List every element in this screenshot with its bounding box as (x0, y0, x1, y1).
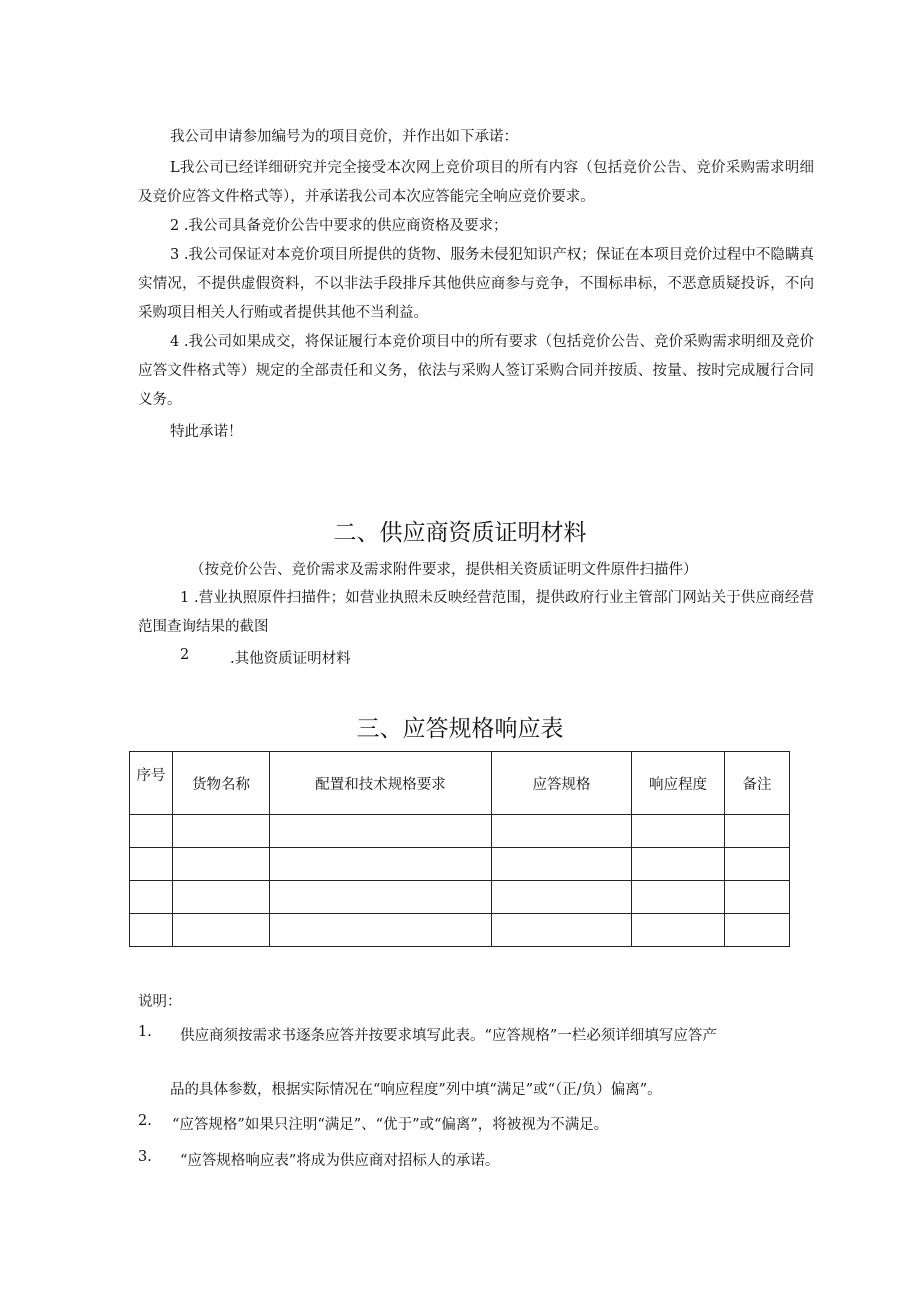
table-cell[interactable] (492, 914, 632, 947)
commitment-intro: 我公司申请参加编号为的项目竞价，并作出如下承诺： (170, 129, 518, 145)
note-3-number: 3. (138, 1149, 152, 1165)
table-cell[interactable] (130, 881, 173, 914)
commitment-item-3: 3 .我公司保证对本竞价项目所提供的货物、服务未侵犯知识产权；保证在本项目竞价过程中不隐瞒真实情况，不提供虚假资料，不以非法手段排斥其他供应商参与竞争，不围标串标，不恶意质疑投诉，不向采购项目相关人行贿或者提供其他不当利益。 (138, 247, 814, 321)
table-cell[interactable] (632, 848, 725, 881)
table-cell[interactable] (270, 881, 492, 914)
note-2-text: “应答规格”如果只注明“满足”、“优于”或“偏离”，将被视为不满足。 (172, 1117, 609, 1133)
table-cell[interactable] (492, 815, 632, 848)
header-goods-name: 货物名称 (173, 752, 270, 815)
header-response-spec: 应答规格 (492, 752, 632, 815)
note-1-continuation: 品的具体参数，根据实际情况在“响应程度”列中填“满足”或“（正/负）偏离”。 (170, 1082, 662, 1098)
header-requirements: 配置和技术规格要求 (270, 752, 492, 815)
table-cell[interactable] (130, 815, 173, 848)
table-cell[interactable] (492, 848, 632, 881)
table-cell[interactable] (632, 914, 725, 947)
table-row (130, 848, 790, 881)
table-cell[interactable] (173, 848, 270, 881)
table-cell[interactable] (270, 914, 492, 947)
table-cell[interactable] (270, 815, 492, 848)
section-3-title: 三、应答规格响应表 (356, 716, 564, 742)
qualification-item-2: .其他资质证明材料 (230, 651, 351, 667)
response-table (129, 751, 790, 947)
table-cell[interactable] (130, 914, 173, 947)
table-cell[interactable] (173, 815, 270, 848)
table-cell[interactable] (130, 848, 173, 881)
commitment-closing: 特此承诺！ (170, 424, 243, 440)
header-remarks: 备注 (725, 752, 790, 815)
notes-title: 说明： (138, 994, 182, 1010)
table-cell[interactable] (725, 914, 790, 947)
note-1-number: 1. (138, 1024, 152, 1040)
qualification-item-2-number: 2 (180, 647, 190, 663)
table-row (130, 914, 790, 947)
table-cell[interactable] (725, 848, 790, 881)
qualification-item-1: 1 .营业执照原件扫描件；如营业执照未反映经营范围，提供政府行业主管部门网站关于供应商经营范围查询结果的截图 (138, 590, 814, 635)
commitment-item-2: 2 .我公司具备竞价公告中要求的供应商资格及要求； (170, 218, 508, 234)
table-cell[interactable] (173, 881, 270, 914)
section-2-title: 二、供应商资质证明材料 (333, 520, 587, 546)
commitment-item-4: 4 .我公司如果成交，将保证履行本竞价项目中的所有要求（包括竞价公告、竞价采购需求明细及竞价应答文件格式等）规定的全部责任和义务，依法与采购人签订采购合同并按质、按量、按时完成履行合同义务。 (138, 334, 814, 408)
table-cell[interactable] (270, 848, 492, 881)
header-compliance: 响应程度 (632, 752, 725, 815)
table-cell[interactable] (725, 815, 790, 848)
note-2-number: 2. (138, 1113, 152, 1129)
table-header-row (130, 752, 790, 815)
table-cell[interactable] (173, 914, 270, 947)
table-row (130, 815, 790, 848)
note-3-text: “应答规格响应表”将成为供应商对招标人的承诺。 (180, 1153, 500, 1169)
header-index: 序号 (130, 752, 173, 815)
note-1-text: 供应商须按需求书逐条应答并按要求填写此表。“应答规格”一栏必须详细填写应答产 (180, 1028, 717, 1044)
commitment-item-1: L我公司已经详细研究并完全接受本次网上竞价项目的所有内容（包括竞价公告、竞价采购需求明细及竞价应答文件格式等），并承诺我公司本次应答能完全响应竞价要求。 (138, 160, 814, 205)
table-cell[interactable] (632, 815, 725, 848)
table-cell[interactable] (632, 881, 725, 914)
table-cell[interactable] (725, 881, 790, 914)
table-cell[interactable] (492, 881, 632, 914)
table-row (130, 881, 790, 914)
section-2-note: （按竞价公告、竞价需求及需求附件要求，提供相关资质证明文件原件扫描件） (190, 562, 698, 578)
